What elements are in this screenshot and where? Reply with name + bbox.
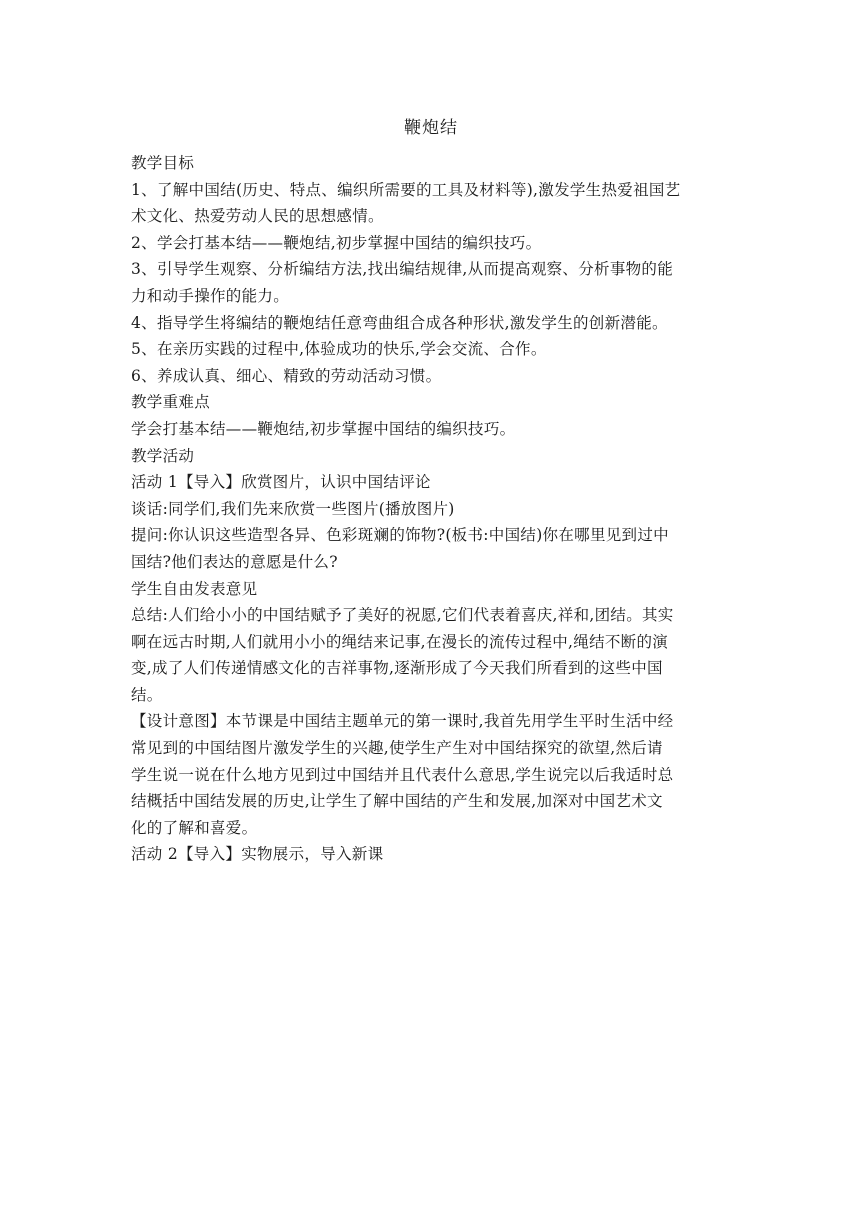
text-line: 教学重难点	[131, 393, 211, 412]
text-line: 【设计意图】本节课是中国结主题单元的第一课时,我首先用学生平时生活中经	[131, 712, 674, 731]
text-line: 5、在亲历实践的过程中,体验成功的快乐,学会交流、合作。	[131, 340, 547, 359]
text-line: 6、养成认真、细心、精致的劳动活动习惯。	[131, 366, 442, 385]
document-title: 鞭炮结	[404, 118, 458, 138]
document-page	[131, 116, 731, 868]
text-line: 教学活动	[131, 446, 195, 465]
text-line: 变,成了人们传递情感文化的吉祥事物,逐渐形成了今天我们所看到的这些中国	[131, 659, 663, 678]
text-line: 提问:你认识这些造型各异、色彩斑斓的饰物?(板书:中国结)你在哪里见到过中	[131, 526, 669, 545]
text-line: 结概括中国结发展的历史,让学生了解中国结的产生和发展,加深对中国艺术文	[131, 792, 663, 811]
text-line: 2、学会打基本结——鞭炮结,初步掌握中国结的编织技巧。	[131, 233, 542, 252]
text-line: 学会打基本结——鞭炮结,初步掌握中国结的编织技巧。	[131, 419, 516, 438]
text-line: 啊在远古时期,人们就用小小的绳结来记事,在漫长的流传过程中,绳结不断的演	[131, 632, 669, 651]
text-line: 国结?他们表达的意愿是什么?	[131, 552, 338, 571]
text-line: 学生说一说在什么地方见到过中国结并且代表什么意思,学生说完以后我适时总	[131, 765, 674, 784]
text-line: 4、指导学生将编结的鞭炮结任意弯曲组合成各种形状,激发学生的创新潜能。	[131, 313, 668, 332]
text-line: 术文化、热爱劳动人民的思想感情。	[131, 207, 384, 226]
text-line: 总结:人们给小小的中国结赋予了美好的祝愿,它们代表着喜庆,祥和,团结。其实	[131, 606, 674, 625]
text-line: 活动 1【导入】欣赏图片，认识中国结评论	[131, 473, 431, 492]
text-line: 结。	[131, 685, 163, 704]
text-line: 教学目标	[131, 154, 195, 172]
text-line: 3、引导学生观察、分析编结方法,找出编结规律,从而提高观察、分析事物的能	[131, 260, 674, 279]
text-line: 常见到的中国结图片激发学生的兴趣,使学生产生对中国结探究的欲望,然后请	[131, 739, 663, 758]
text-line: 化的了解和喜爱。	[131, 818, 258, 837]
document-body	[131, 150, 731, 868]
text-line: 力和动手操作的能力。	[131, 286, 290, 305]
text-line: 活动 2【导入】实物展示，导入新课	[131, 845, 384, 864]
text-line: 1、了解中国结(历史、特点、编织所需要的工具及材料等),激发学生热爱祖国艺	[131, 180, 681, 199]
text-line: 学生自由发表意见	[131, 579, 258, 598]
text-line: 谈话:同学们,我们先来欣赏一些图片(播放图片)	[131, 499, 455, 518]
